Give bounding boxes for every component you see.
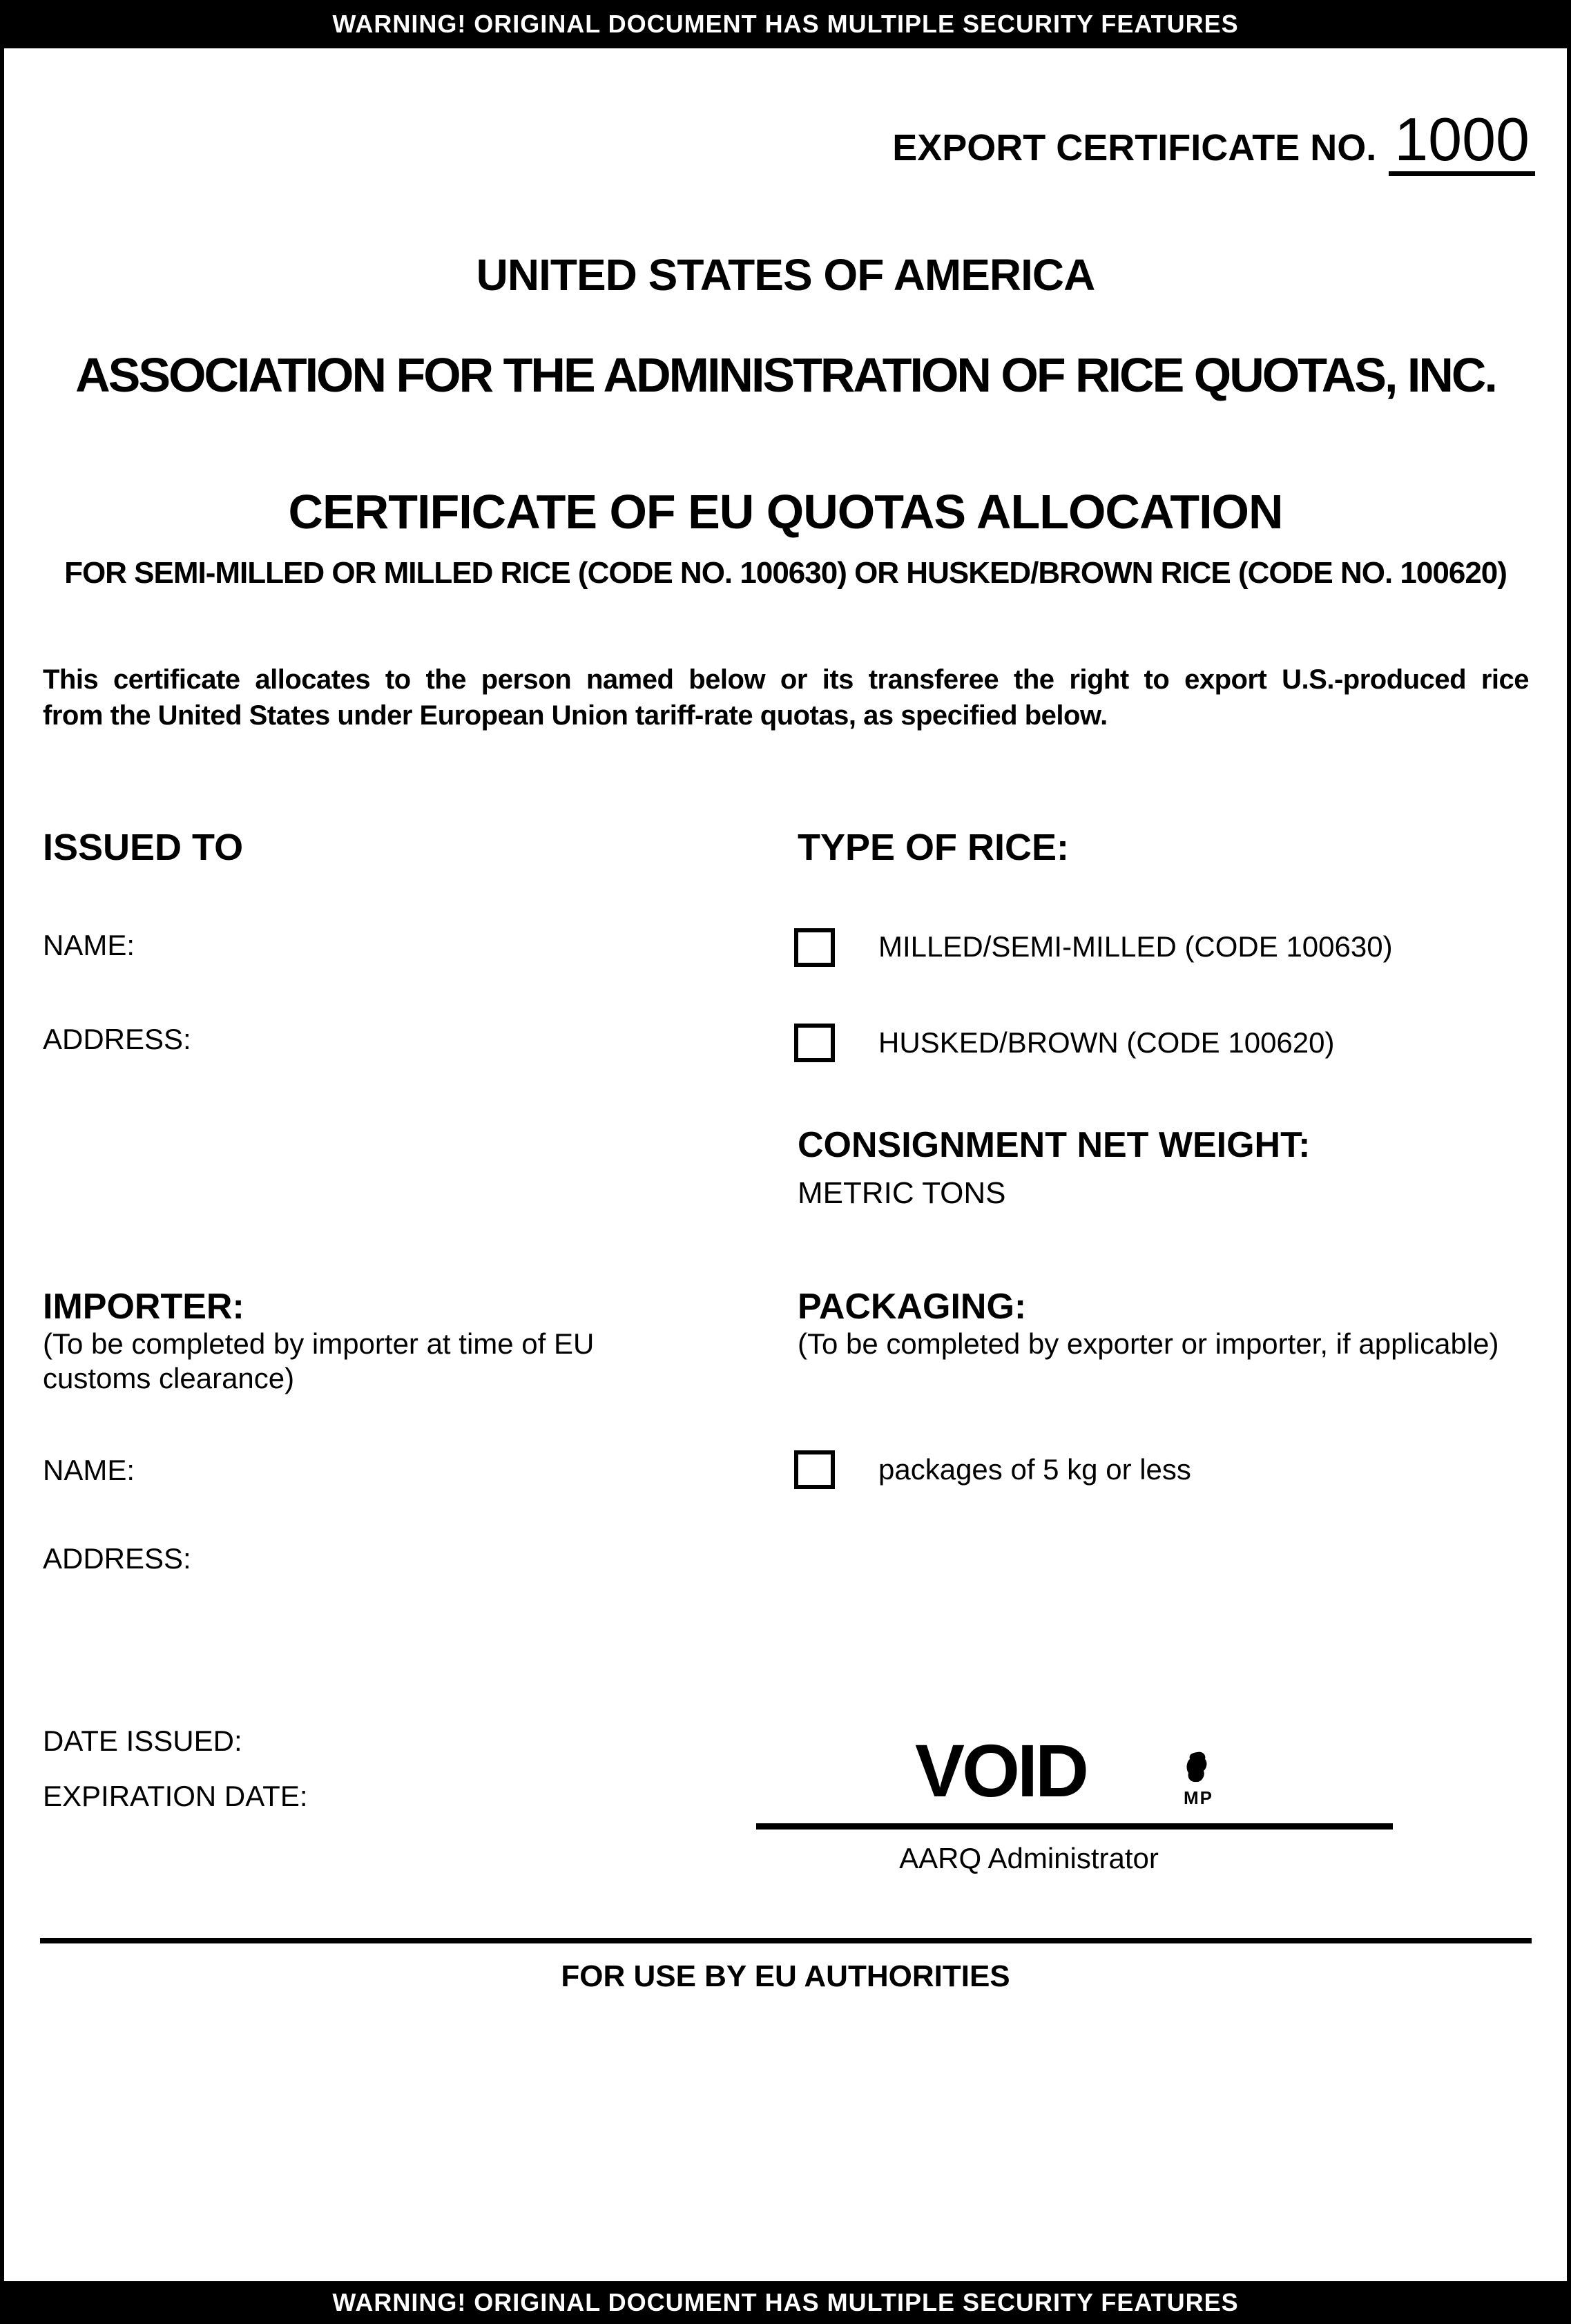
issued-to-name-label: NAME: [43, 929, 135, 961]
certificate-subtitle: FOR SEMI-MILLED OR MILLED RICE (CODE NO. 100630) OR HUSKED/BROWN RICE (CODE NO. 100620) [64, 556, 1507, 590]
metric-tons-label: METRIC TONS [798, 1176, 1006, 1210]
signer-title: AARQ Administrator [899, 1842, 1159, 1874]
importer-note-line-1: (To be completed by importer at time of EU [43, 1327, 595, 1360]
date-issued-label: DATE ISSUED: [43, 1725, 242, 1757]
security-banner-bottom-text: WARNING! ORIGINAL DOCUMENT HAS MULTIPLE SECURITY FEATURES [332, 2288, 1239, 2316]
packaging-note: (To be completed by exporter or importer, if applicable) [798, 1327, 1499, 1360]
signature-line [756, 1823, 1393, 1830]
export-certificate-number-row [892, 105, 1535, 176]
export-certificate-number-label: EXPORT CERTIFICATE NO. [892, 127, 1377, 169]
security-banner-top-text: WARNING! ORIGINAL DOCUMENT HAS MULTIPLE SECURITY FEATURES [332, 10, 1239, 38]
stamp-initials: MP [1184, 1787, 1213, 1808]
checkbox-milled-semi-milled-label: MILLED/SEMI-MILLED (CODE 100630) [878, 930, 1393, 963]
checkbox-packages-5kg[interactable] [794, 1450, 835, 1489]
certificate-title: CERTIFICATE OF EU QUOTAS ALLOCATION [288, 485, 1283, 539]
checkbox-husked-brown[interactable] [794, 1024, 835, 1062]
security-banner-bottom [0, 2281, 1571, 2324]
issued-to-heading: ISSUED TO [43, 827, 244, 868]
issued-to-address-label: ADDRESS: [43, 1023, 191, 1055]
organization-title: ASSOCIATION FOR THE ADMINISTRATION OF RICE QUOTAS, INC. [75, 348, 1496, 402]
intro-line-2: from the United States under European Union tariff-rate quotas, as specified below. [43, 700, 1108, 731]
importer-address-label: ADDRESS: [43, 1542, 191, 1575]
expiration-date-label: EXPIRATION DATE: [43, 1780, 308, 1812]
packaging-heading: PACKAGING: [798, 1287, 1027, 1327]
intro-paragraph [43, 662, 1529, 733]
checkbox-milled-semi-milled[interactable] [794, 928, 835, 967]
importer-note-line-2: customs clearance) [43, 1362, 295, 1394]
intro-line-1: This certificate allocates to the person named below or its transferee the right to export U.S.-produced rice [43, 664, 1529, 695]
importer-name-label: NAME: [43, 1454, 135, 1486]
security-banner-top [0, 0, 1571, 48]
country-title: UNITED STATES OF AMERICA [476, 250, 1095, 300]
stamp-icon [1186, 1751, 1208, 1788]
void-stamp-text: VOID [915, 1729, 1087, 1812]
eu-authorities-heading: FOR USE BY EU AUTHORITIES [561, 1959, 1010, 1993]
checkbox-husked-brown-label: HUSKED/BROWN (CODE 100620) [878, 1026, 1335, 1059]
importer-heading: IMPORTER: [43, 1287, 244, 1327]
section-divider-rule [40, 1938, 1532, 1943]
checkbox-packages-5kg-label: packages of 5 kg or less [878, 1453, 1191, 1486]
consignment-net-weight-heading: CONSIGNMENT NET WEIGHT: [798, 1125, 1311, 1165]
export-certificate-number-value: 1000 [1389, 109, 1535, 176]
type-of-rice-heading: TYPE OF RICE: [798, 827, 1070, 868]
